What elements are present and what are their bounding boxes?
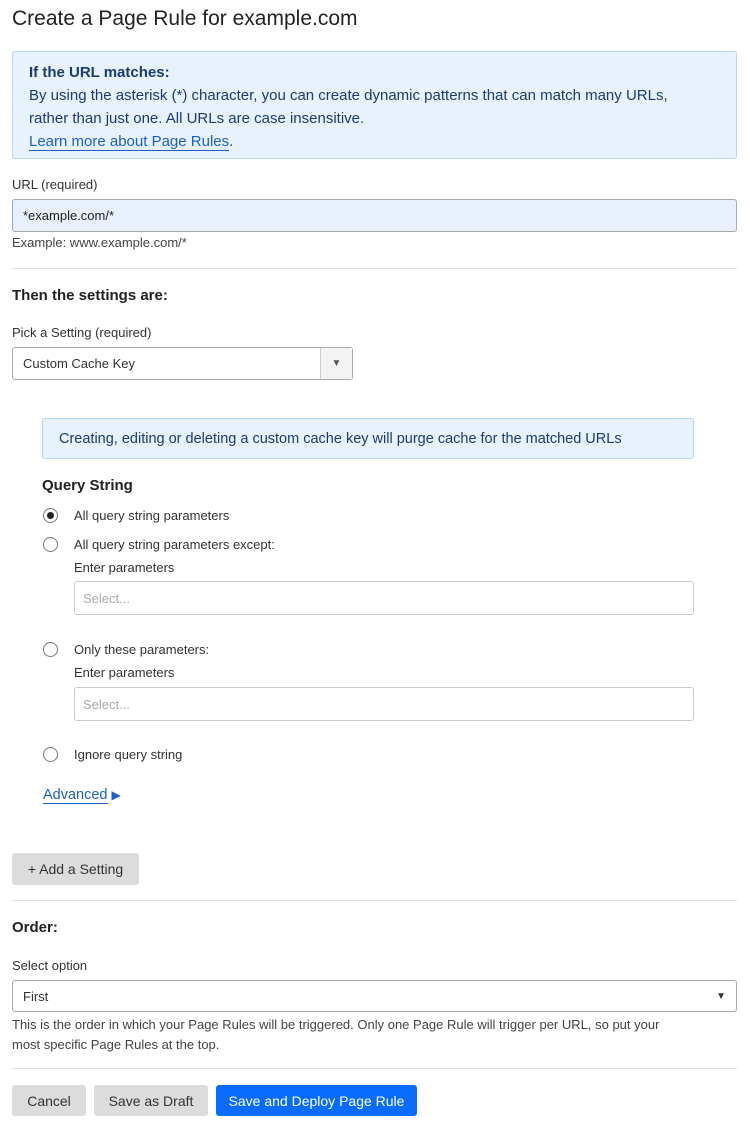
radio-all-except[interactable]: [43, 537, 58, 552]
order-selected: First: [23, 988, 49, 1004]
info-line: rather than just one. All URLs are case insensitive.: [29, 110, 365, 127]
order-description: [12, 1015, 659, 1055]
divider: [12, 900, 737, 901]
except-params-input[interactable]: Select...: [74, 581, 694, 615]
enter-params-label: Enter parameters: [74, 560, 175, 575]
order-select-label: Select option: [12, 958, 88, 973]
order-select[interactable]: [12, 980, 737, 1012]
save-deploy-button[interactable]: Save and Deploy Page Rule: [216, 1085, 417, 1116]
radio-label: All query string parameters except:: [74, 537, 275, 552]
url-example: Example: www.example.com/*: [12, 235, 187, 250]
description-line: most specific Page Rules at the top.: [12, 1037, 220, 1052]
radio-label: All query string parameters: [74, 508, 230, 523]
radio-label: Ignore query string: [74, 747, 183, 762]
cancel-button[interactable]: Cancel: [12, 1085, 86, 1116]
period: .: [229, 133, 234, 150]
advanced-link[interactable]: Advanced: [43, 787, 108, 803]
chevron-down-icon: ▼: [716, 990, 726, 1002]
url-input[interactable]: *example.com/*: [12, 199, 737, 232]
purge-notice: Creating, editing or deleting a custom cache key will purge cache for the matched URLs: [42, 418, 694, 459]
divider: [12, 268, 737, 269]
learn-more-link[interactable]: Learn more about Page Rules: [29, 133, 230, 150]
info-heading: If the URL matches:: [29, 64, 170, 81]
radio-ignore[interactable]: [43, 747, 58, 762]
enter-params-label: Enter parameters: [74, 665, 175, 680]
query-string-heading: Query String: [42, 477, 133, 494]
radio-all-params[interactable]: [43, 508, 58, 523]
url-info-box: [12, 51, 737, 159]
page-title: Create a Page Rule for example.com: [12, 7, 358, 30]
setting-select[interactable]: [12, 347, 353, 380]
radio-only-these[interactable]: [43, 642, 58, 657]
only-params-input[interactable]: Select...: [74, 687, 694, 721]
setting-selected: Custom Cache Key: [23, 356, 135, 371]
caret-right-icon: ▶: [111, 788, 121, 802]
add-setting-button[interactable]: + Add a Setting: [12, 853, 139, 885]
chevron-down-icon[interactable]: ▼: [320, 348, 352, 379]
url-label: URL (required): [12, 177, 98, 192]
description-line: This is the order in which your Page Rules will be triggered. Only one Page Rule will trigger per URL, so put your: [12, 1017, 660, 1032]
pick-setting-label: Pick a Setting (required): [12, 325, 152, 340]
save-draft-button[interactable]: Save as Draft: [94, 1085, 208, 1116]
order-heading: Order:: [12, 919, 58, 936]
radio-label: Only these parameters:: [74, 642, 210, 657]
advanced-toggle[interactable]: [43, 787, 121, 803]
settings-heading: Then the settings are:: [12, 287, 168, 304]
info-line: By using the asterisk (*) character, you can create dynamic patterns that can match many URLs,: [29, 87, 668, 104]
divider: [12, 1068, 737, 1069]
